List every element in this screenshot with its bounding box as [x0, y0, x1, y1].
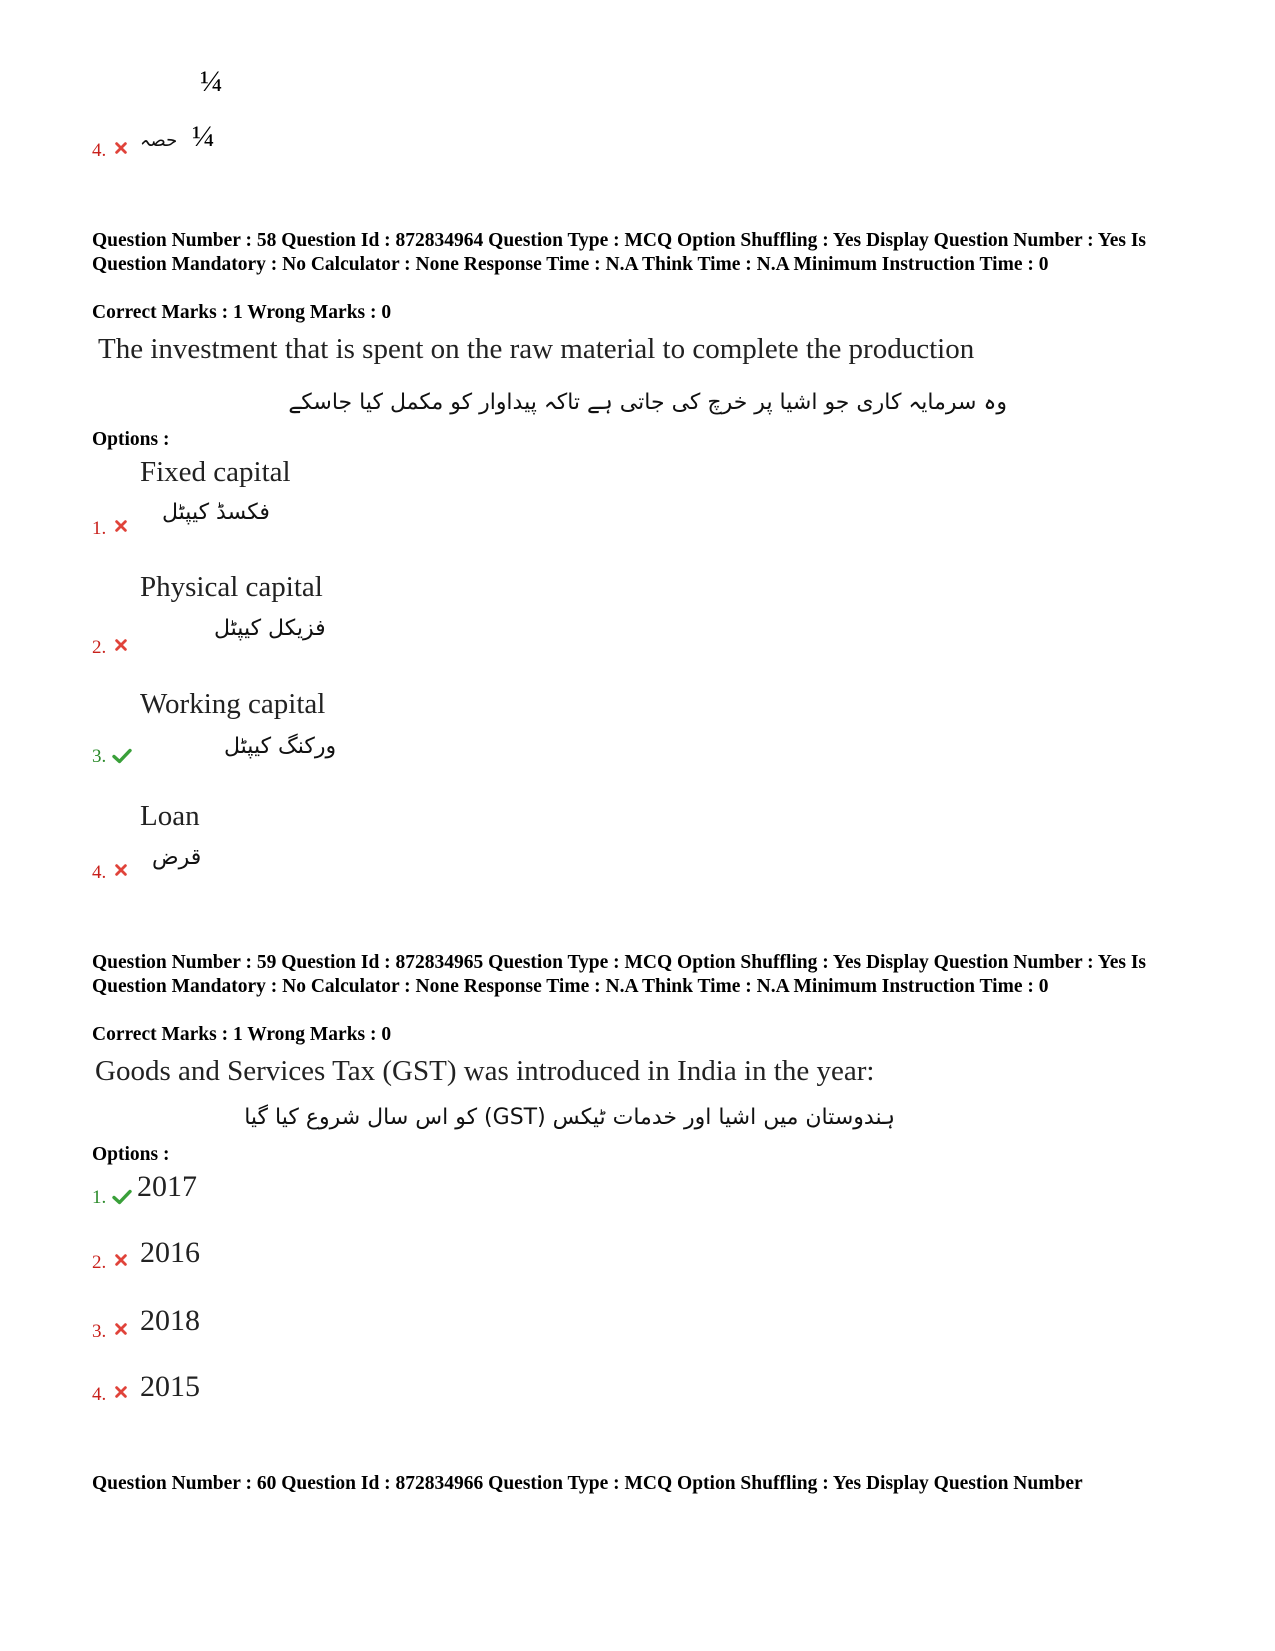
- option-text-ur: ورکنگ کیپٹل: [224, 734, 337, 759]
- option-year: 2017: [137, 1170, 197, 1203]
- option-year: 2015: [140, 1370, 200, 1403]
- option-text-en: Physical capital: [140, 571, 323, 603]
- option-text-ur: قرض: [152, 845, 202, 870]
- check-icon: [112, 1189, 132, 1205]
- cross-icon: [114, 1322, 128, 1336]
- option-year: 2018: [140, 1304, 200, 1337]
- question-text-en: The investment that is spent on the raw material to complete the production: [98, 333, 975, 365]
- option-text-en: Working capital: [140, 688, 326, 720]
- check-icon: [112, 748, 132, 764]
- cross-icon: [114, 1385, 128, 1399]
- option-number: 4.: [92, 1384, 107, 1405]
- cross-icon: [114, 1253, 128, 1267]
- question-meta: Question Number : 59 Question Id : 872834965 Question Type : MCQ Option Shuffling : Yes Display Question Number : Yes Is Question Mandatory : No Calculator : None Response Time : N.A Think Time : N.A Minimum Instruction Time : 0: [92, 952, 1147, 997]
- cross-icon: [114, 141, 128, 155]
- question-text-en: Goods and Services Tax (GST) was introduced in India in the year:: [95, 1055, 875, 1087]
- option-number: 4.: [92, 140, 107, 161]
- question-meta: Question Number : 60 Question Id : 872834966 Question Type : MCQ Option Shuffling : Yes Display Question Number: [92, 1473, 1083, 1494]
- option-number: 3.: [92, 1321, 107, 1342]
- option-text-en: Fixed capital: [140, 456, 291, 488]
- question-text-ur: ہندوستان میں اشیا اور خدمات ٹیکس (GST) کو اس سال شروع کیا گیا: [244, 1105, 895, 1130]
- question-meta: Question Number : 58 Question Id : 872834964 Question Type : MCQ Option Shuffling : Yes Display Question Number : Yes Is Question Mandatory : No Calculator : None Response Time : N.A Think Time : N.A Minimum Instruction Time : 0: [92, 230, 1147, 275]
- option-number: 1.: [92, 1187, 107, 1208]
- options-label: Options :: [92, 1144, 170, 1165]
- question-marks: Correct Marks : 1 Wrong Marks : 0: [92, 1024, 392, 1045]
- cross-icon: [114, 638, 128, 652]
- cross-icon: [114, 519, 128, 533]
- cross-icon: [114, 863, 128, 877]
- question-marks: Correct Marks : 1 Wrong Marks : 0: [92, 302, 392, 323]
- option-4-prev: [92, 140, 106, 162]
- option-year: 2016: [140, 1236, 200, 1269]
- option-text-ur: فکسڈ کیپٹل: [162, 500, 270, 525]
- option-text-ur: فزیکل کیپٹل: [214, 616, 326, 641]
- option-number: 2.: [92, 637, 107, 658]
- fraction-text: ¼: [192, 120, 215, 153]
- option-number: 2.: [92, 1252, 107, 1273]
- options-label: Options :: [92, 429, 170, 450]
- fraction-text: ¼: [200, 65, 223, 98]
- option-text-en: Loan: [140, 800, 200, 832]
- option-number: 3.: [92, 746, 107, 767]
- option-number: 4.: [92, 862, 107, 883]
- option-urdu: حصہ: [140, 130, 178, 151]
- question-text-ur: وہ سرمایہ کاری جو اشیا پر خرچ کی جاتی ہے تاکہ پیداوار کو مکمل کیا جاسکے: [288, 390, 1007, 415]
- option-number: 1.: [92, 518, 107, 539]
